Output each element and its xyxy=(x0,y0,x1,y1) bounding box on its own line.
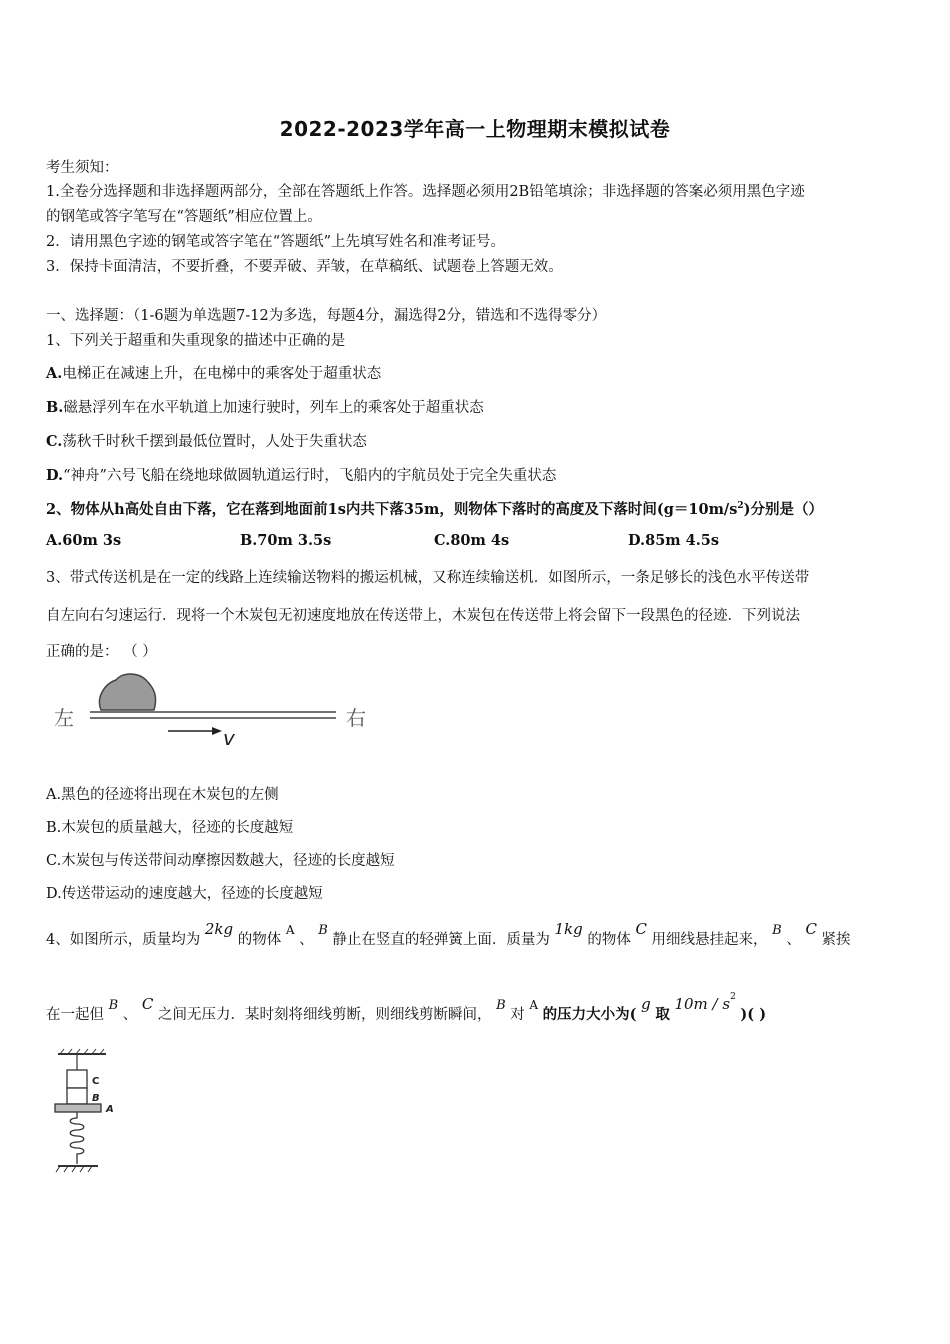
q4-g-sup: 2 xyxy=(730,992,736,1003)
q4-label-c: C xyxy=(141,995,154,1013)
q4-text: 在一起但 xyxy=(46,1007,104,1023)
spring xyxy=(70,1112,84,1164)
q4-text: 对 xyxy=(510,1007,525,1023)
block-b xyxy=(67,1088,87,1104)
q4-g-symbol: g xyxy=(641,995,651,1013)
conveyor-belt-figure xyxy=(46,668,386,754)
option-text: 磁悬浮列车在水平轨道上加速行驶时，列车上的乘客处于超重状态 xyxy=(63,400,484,416)
notice-item: 的钢笔或答字笔写在“答题纸”相应位置上。 xyxy=(46,209,322,225)
q4-mass-c: 1kg xyxy=(554,920,583,938)
q2-option-a: A.60m 3s xyxy=(46,532,122,549)
q2-stem-tail: )分别是（） xyxy=(743,501,824,518)
q4-mass-ab: 2kg xyxy=(204,920,234,938)
velocity-arrow-head xyxy=(212,727,222,735)
notice-item: 2．请用黑色字迹的钢笔或答字笔在“答题纸”上先填写姓名和准考证号。 xyxy=(46,234,506,250)
q4-label-c: C xyxy=(635,920,647,938)
q2-option-d: D.85m 4.5s xyxy=(628,532,720,549)
q4-label-b: B xyxy=(772,923,782,938)
q4-text: 静止在竖直的轻弹簧上面．质量为 xyxy=(332,932,550,948)
q4-text: 的物体 xyxy=(587,932,631,948)
q3-option-c: C.木炭包与传送带间动摩擦因数越大，径迹的长度越短 xyxy=(46,853,395,869)
figure-right-label: 右 xyxy=(346,706,366,730)
q3-option-a: A.黑色的径迹将出现在木炭包的左侧 xyxy=(46,787,279,803)
q4-label-b: B xyxy=(496,998,506,1013)
q2-option-b: B.70m 3.5s xyxy=(240,532,332,549)
q4-text: 、 xyxy=(122,1007,138,1023)
option-letter: D. xyxy=(46,467,64,484)
block-a xyxy=(55,1104,101,1112)
q4-text: 4、如图所示，质量均为 xyxy=(46,932,201,948)
q4-text: 、 xyxy=(786,932,801,948)
q4-text: 取 xyxy=(655,1006,670,1023)
q2-stem xyxy=(46,498,823,519)
q4-stem-line-1 xyxy=(46,920,851,949)
figure-left-label: 左 xyxy=(54,706,74,730)
q4-text: 的物体 xyxy=(237,932,282,948)
option-letter: B. xyxy=(46,399,64,416)
option-letter: C. xyxy=(46,433,63,450)
q2-option-c: C.80m 4s xyxy=(434,532,510,549)
block-c xyxy=(67,1070,87,1088)
q4-label-b: B xyxy=(108,998,119,1013)
q4-text: )( ) xyxy=(740,1006,767,1023)
q1-option-a xyxy=(46,362,381,383)
notice-heading: 考生须知： xyxy=(46,160,119,176)
figure-label-b: B xyxy=(92,1093,100,1104)
charcoal-bag-shape xyxy=(99,674,155,710)
velocity-label: v xyxy=(223,726,235,750)
q1-option-b xyxy=(46,396,484,417)
q1-option-c xyxy=(46,430,367,451)
notice-item: 3．保持卡面清洁，不要折叠，不要弄破、弄皱，在草稿纸、试题卷上答题无效。 xyxy=(46,259,563,275)
q1-option-d xyxy=(46,464,556,485)
q1-stem: 1、下列关于超重和失重现象的描述中正确的是 xyxy=(46,333,346,349)
q4-text: 用细线悬挂起来， xyxy=(651,932,768,948)
spring-block-figure xyxy=(50,1048,130,1176)
q4-text: 的压力大小为( xyxy=(542,1006,637,1023)
q2-stem-sup: 2 xyxy=(737,501,744,512)
option-text: 荡秋千时秋千摆到最低位置时，人处于失重状态 xyxy=(62,434,367,450)
q4-label-c: C xyxy=(805,920,817,938)
notice-item: 1.全卷分选择题和非选择题两部分，全部在答题纸上作答。选择题必须用2B铅笔填涂；非选择题的答案必须用黑色字迹 xyxy=(46,184,805,200)
option-text: “神舟”六号飞船在绕地球做圆轨道运行时，飞船内的宇航员处于完全失重状态 xyxy=(63,468,557,484)
option-text: 电梯正在减速上升，在电梯中的乘客处于超重状态 xyxy=(62,366,382,382)
q3-stem-line: 自左向右匀速运行．现将一个木炭包无初速度地放在传送带上，木炭包在传送带上将会留下一段黑色的径迹．下列说法 xyxy=(46,608,800,624)
option-letter: A. xyxy=(46,365,63,382)
q3-stem-line: 3、带式传送机是在一定的线路上连续输送物料的搬运机械，又称连续输送机．如图所示，一条足够长的浅色水平传送带 xyxy=(46,570,810,586)
q4-text: 之间无压力．某时刻将细线剪断，则细线剪断瞬间， xyxy=(157,1007,492,1023)
page-title: 2022-2023学年高一上物理期末模拟试卷 xyxy=(279,117,671,141)
q3-stem-line: 正确的是： （ ） xyxy=(46,644,157,660)
q3-option-d: D.传送带运动的速度越大，径迹的长度越短 xyxy=(46,886,323,902)
q4-label-a: A xyxy=(285,923,295,937)
q4-text: 紧挨 xyxy=(821,932,851,948)
section-heading: 一、选择题：（1-6题为单选题7-12为多选，每题4分，漏选得2分，错选和不选得零分） xyxy=(46,308,607,324)
q4-g-value: 10m / s xyxy=(674,995,731,1013)
q4-stem-line-2 xyxy=(46,992,767,1024)
figure-label-c: C xyxy=(92,1076,100,1087)
q4-label-a: A xyxy=(529,998,539,1012)
q4-text: 、 xyxy=(299,932,314,948)
q4-label-b: B xyxy=(318,923,328,938)
figure-label-a: A xyxy=(106,1104,114,1115)
q2-stem-text: 2、物体从h高处自由下落，它在落到地面前1s内共下落35m，则物体下落时的高度及下落时间(g＝10m/s xyxy=(46,501,738,518)
q3-option-b: B.木炭包的质量越大，径迹的长度越短 xyxy=(46,820,294,836)
